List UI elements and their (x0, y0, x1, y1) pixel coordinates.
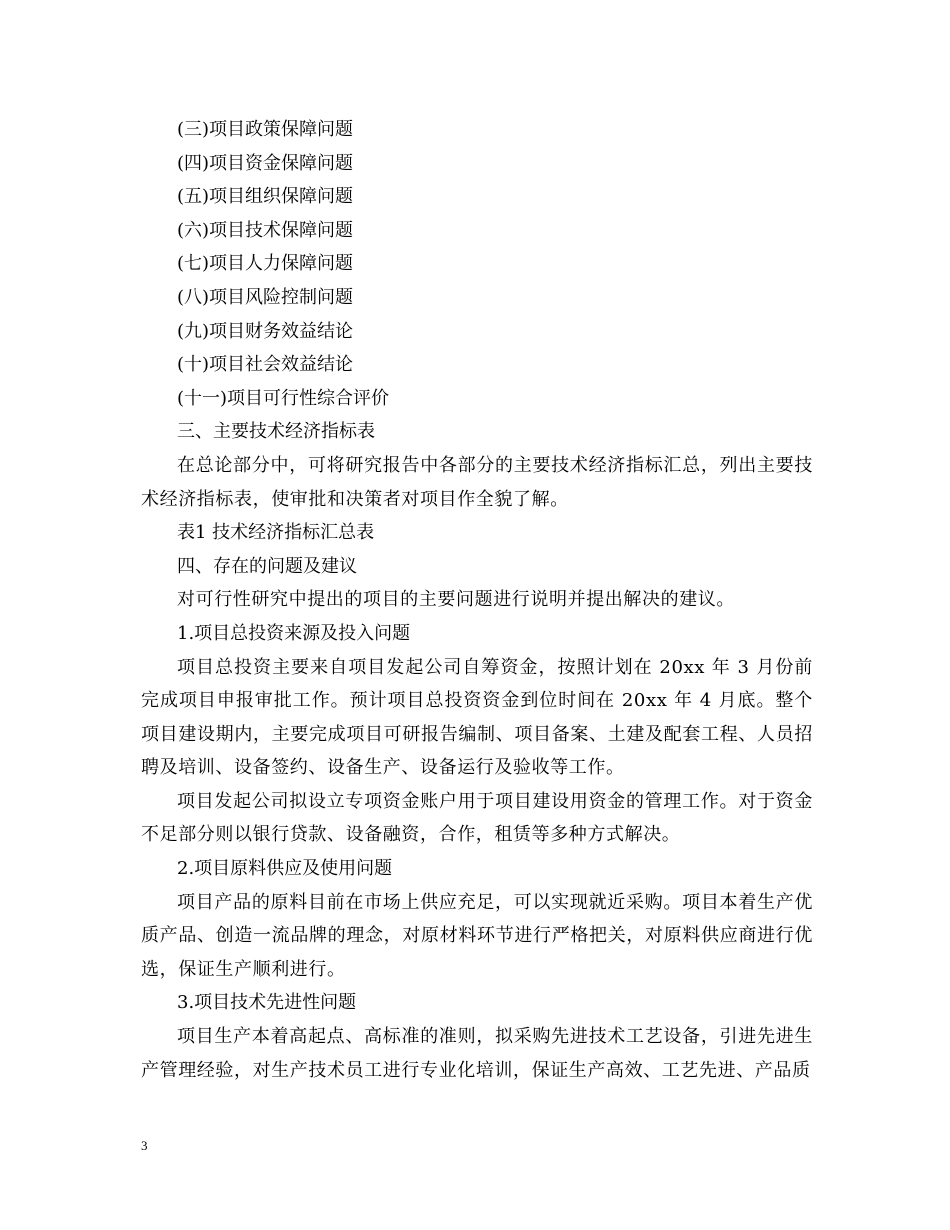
subsection-heading: 3.项目技术先进性问题 (177, 992, 357, 1014)
outline-item: (五)项目组织保障问题 (177, 186, 354, 208)
outline-item: (七)项目人力保障问题 (177, 253, 354, 275)
outline-item: (九)项目财务效益结论 (177, 320, 354, 342)
outline-item: (八)项目风险控制问题 (177, 286, 354, 308)
body-paragraph: 项目生产本着高起点、高标准的准则，拟采购先进技术工艺设备，引进先进生产管理经验，对生产技术员工进行专业化培训，保证生产高效、工艺先进、产品质 (141, 1026, 813, 1081)
body-paragraph: 项目产品的原料目前在市场上供应充足，可以实现就近采购。项目本着生产优质产品、创造一流品牌的理念，对原材料环节进行严格把关，对原料供应商进行优选，保证生产顺利进行。 (141, 891, 813, 980)
subsection-heading: 1.项目总投资来源及投入问题 (177, 622, 411, 644)
outline-item: (三)项目政策保障问题 (177, 119, 354, 140)
page-content (141, 113, 813, 1087)
outline-item: (四)项目资金保障问题 (177, 152, 354, 174)
table-caption: 表1 技术经济指标汇总表 (177, 522, 375, 544)
outline-item: (十)项目社会效益结论 (177, 354, 354, 376)
section-heading: 三、主要技术经济指标表 (177, 421, 375, 443)
outline-item: (十一)项目可行性综合评价 (177, 387, 390, 409)
body-paragraph: 在总论部分中，可将研究报告中各部分的主要技术经济指标汇总，列出主要技术经济指标表，使审批和决策者对项目作全貌了解。 (141, 454, 813, 510)
body-paragraph: 项目发起公司拟设立专项资金账户用于项目建设用资金的管理工作。对于资金不足部分则以银行贷款、设备融资，合作，租赁等多种方式解决。 (141, 790, 813, 846)
body-paragraph: 对可行性研究中提出的项目的主要问题进行说明并提出解决的建议。 (177, 589, 735, 611)
section-heading: 四、存在的问题及建议 (177, 555, 357, 577)
body-paragraph: 项目总投资主要来自项目发起公司自筹资金，按照计划在 20xx 年 3 月份前完成项目申报审批工作。预计项目总投资资金到位时间在 20xx 年 4 月底。整个项目建设期内，主要完成项目可研报告编制、项目备案、土建及配套工程、人员招聘及培训、设备签约、设备生产、设备运行及验收等工作。 (141, 656, 813, 779)
outline-item: (六)项目技术保障问题 (177, 219, 354, 241)
page-number: 3 (141, 1138, 148, 1153)
subsection-heading: 2.项目原料供应及使用问题 (177, 858, 393, 880)
